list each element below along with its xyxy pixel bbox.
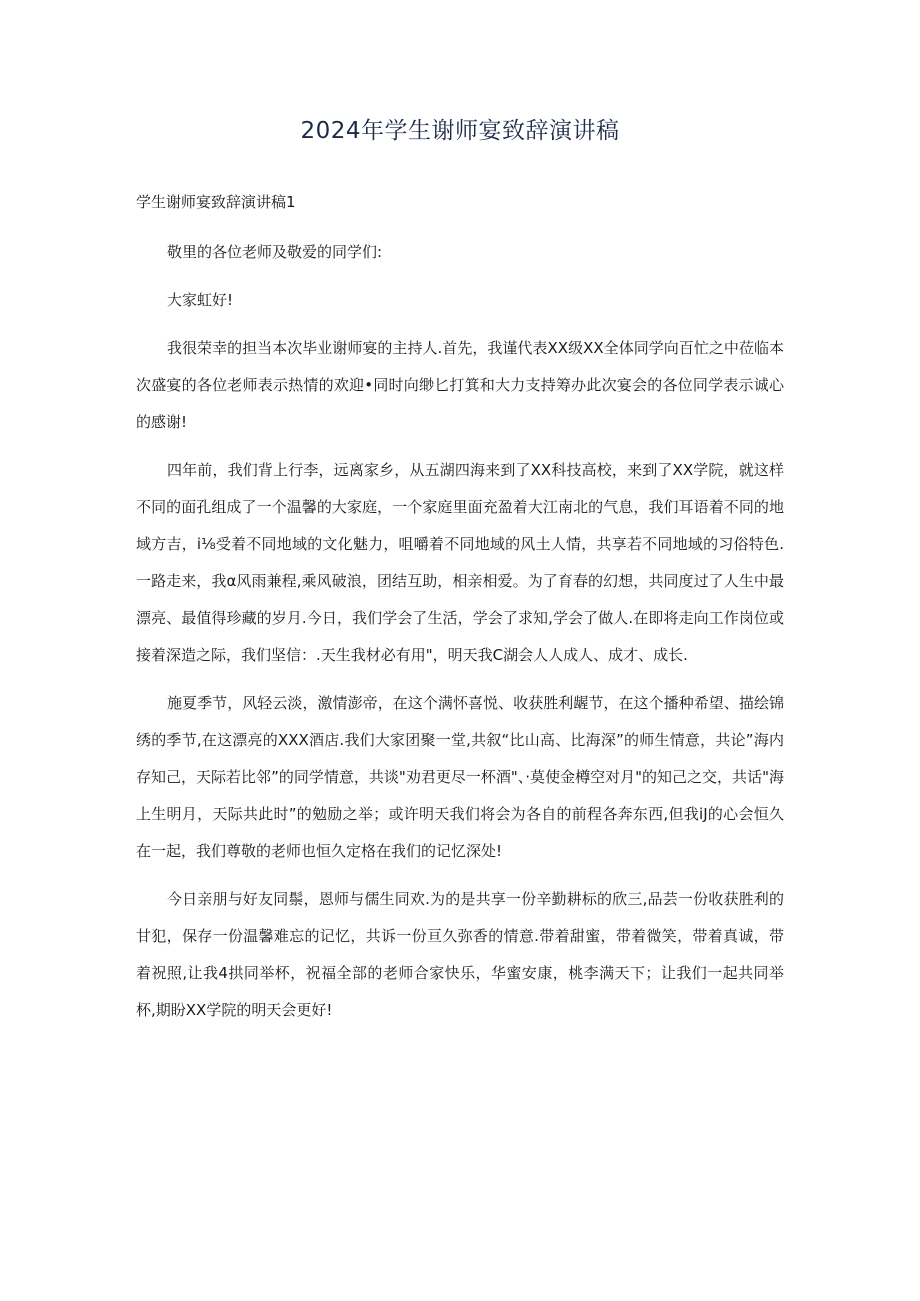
document-body (136, 234, 784, 1029)
body-paragraph: 我很荣幸的担当本次毕业谢师宴的主持人.首先，我谨代表XX级XX全体同学向百忙之中莅临本次盛宴的各位老师表示热情的欢迎•同时向缈匕打箕和大力支持筹办此次宴会的各位同学表示诚心的感谢! (136, 339, 784, 431)
document-title: 2024年学生谢师宴致辞演讲稿 (300, 118, 620, 144)
salutation-paragraph: 敬里的各位老师及敬爱的同学们: (167, 243, 383, 261)
section-heading: 学生谢师宴致辞演讲稿1 (136, 193, 296, 211)
body-paragraph: 今日亲朋与好友同鬃，恩师与儒生同欢.为的是共享一份辛勤耕标的欣三,品芸一份收获胜利的甘犯，保存一份温馨难忘的记忆，共诉一份亘久弥香的情意.带着甜蜜，带着微笑，带着真诚，带着祝照,让我4拱同举杯，祝福全部的老师合家快乐，华蜜安康，桃李满天下；让我们一起共同举杯,期盼XX学院的明天会更好! (136, 890, 784, 1019)
body-paragraph: 四年前，我们背上行李，远离家乡，从五湖四海来到了XX科技高校，来到了XX学院，就这样不同的面孔组成了一个温馨的大家庭，一个家庭里面充盈着大江南北的气息，我们耳语着不同的地域方吉，i⅛受着不同地域的文化魅力，咀嚼着不同地域的风土人情，共享若不同地域的习俗特色.一路走来，我α风雨兼程,乘风破浪，团结互助，相亲相爱。为了育春的幻想，共同度过了人生中最漂亮、最值得珍藏的岁月.今日，我们学会了生活，学会了求知,学会了做人.在即将走向工作岗位或接着深造之际，我们坚信：.天生我材必有用"，明天我C湖会人人成人、成才、成长. (136, 461, 784, 664)
body-paragraph: 施夏季节，风轻云淡，激情澎帝，在这个满怀喜悦、收获胜利龌节，在这个播种希望、描绘锦绣的季节,在这漂亮的XXX酒店.我们大家团聚一堂,共叙“比山高、比海深”的师生情意，共论”海内存知己，天际若比邻”的同学情意，共谈"劝君更尽一杯酒"、·莫使金樽空对月"的知己之交，共话"海上生明月，天际共此时”的勉励之举；或许明天我们将会为各自的前程各奔东西,但我iJ的心会恒久在一起，我们尊敬的老师也恒久定格在我们的记忆深处! (136, 694, 784, 860)
greeting-paragraph: 大家虹好! (167, 291, 234, 309)
